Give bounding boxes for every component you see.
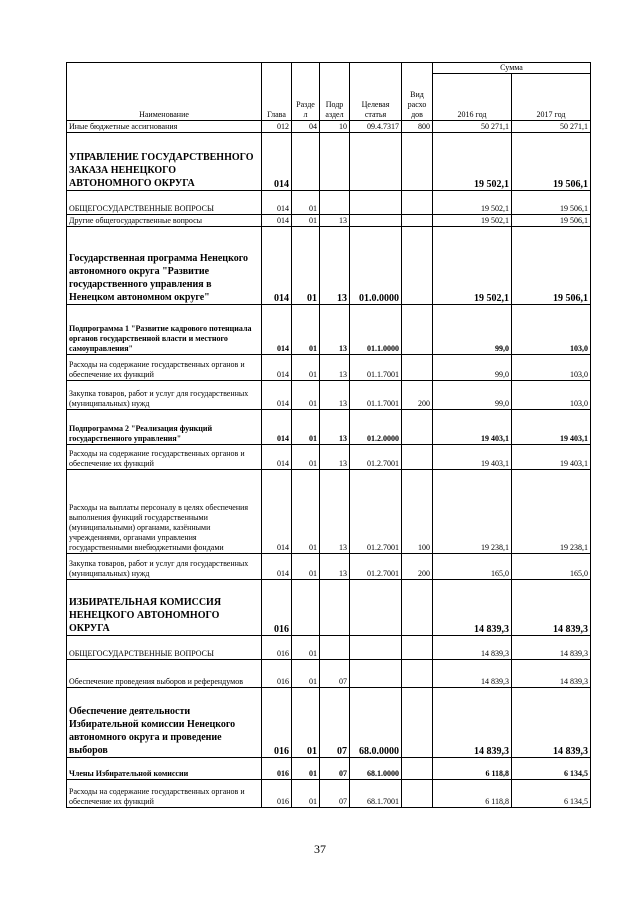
cell-name: Закупка товаров, работ и услуг для государственных (муниципальных) нужд xyxy=(67,381,262,410)
cell-razdel: 01 xyxy=(292,305,320,355)
cell-celevaya: 01.1.7001 xyxy=(350,381,402,410)
cell-podrazdel: 07 xyxy=(320,780,350,808)
cell-podrazdel xyxy=(320,580,350,636)
cell-celevaya xyxy=(350,580,402,636)
cell-y2016: 99,0 xyxy=(433,355,512,381)
cell-name: Расходы на выплаты персоналу в целях обеспечения выполнения функций государственными (муниципальными) органами, казёнными учреждениями, органами управления государственными внебюджетными фондами xyxy=(67,470,262,554)
table-row xyxy=(67,688,591,758)
page-number: 37 xyxy=(314,842,326,856)
cell-y2016: 6 118,8 xyxy=(433,780,512,808)
cell-razdel: 01 xyxy=(292,554,320,580)
cell-razdel: 01 xyxy=(292,660,320,688)
cell-y2016: 6 118,8 xyxy=(433,758,512,780)
cell-razdel: 04 xyxy=(292,121,320,133)
cell-razdel xyxy=(292,133,320,191)
cell-glava: 014 xyxy=(262,355,292,381)
table-row xyxy=(67,554,591,580)
cell-celevaya xyxy=(350,191,402,215)
cell-vid xyxy=(402,215,433,227)
cell-y2016: 14 839,3 xyxy=(433,580,512,636)
header-celevaya: Целевая статья xyxy=(350,63,402,121)
cell-razdel: 01 xyxy=(292,410,320,445)
cell-y2016: 99,0 xyxy=(433,305,512,355)
cell-vid xyxy=(402,636,433,660)
cell-glava: 016 xyxy=(262,688,292,758)
cell-celevaya: 01.2.7001 xyxy=(350,445,402,470)
cell-name: Подпрограмма 2 "Реализация функций государственного управления" xyxy=(67,410,262,445)
cell-podrazdel xyxy=(320,133,350,191)
cell-glava: 014 xyxy=(262,445,292,470)
cell-celevaya xyxy=(350,215,402,227)
table-row xyxy=(67,381,591,410)
cell-razdel: 01 xyxy=(292,191,320,215)
table-row xyxy=(67,780,591,808)
cell-glava: 016 xyxy=(262,660,292,688)
cell-y2017: 19 506,1 xyxy=(512,133,591,191)
cell-y2016: 19 502,1 xyxy=(433,227,512,305)
cell-y2016: 19 502,1 xyxy=(433,191,512,215)
cell-vid xyxy=(402,445,433,470)
cell-y2016: 99,0 xyxy=(433,381,512,410)
header-vid: Вид расхо дов xyxy=(402,63,433,121)
header-2016: 2016 год xyxy=(433,74,512,121)
cell-celevaya: 68.1.0000 xyxy=(350,758,402,780)
cell-vid xyxy=(402,227,433,305)
cell-name: Государственная программа Ненецкого автономного округа "Развитие государственного управления в Ненецком автономном округе" xyxy=(67,227,262,305)
cell-y2017: 6 134,5 xyxy=(512,780,591,808)
cell-glava: 016 xyxy=(262,636,292,660)
table-row xyxy=(67,660,591,688)
cell-razdel: 01 xyxy=(292,780,320,808)
cell-name: ОБЩЕГОСУДАРСТВЕННЫЕ ВОПРОСЫ xyxy=(67,191,262,215)
cell-vid xyxy=(402,355,433,381)
cell-razdel: 01 xyxy=(292,381,320,410)
cell-vid xyxy=(402,758,433,780)
cell-vid xyxy=(402,780,433,808)
cell-y2017: 19 506,1 xyxy=(512,227,591,305)
cell-celevaya: 01.1.0000 xyxy=(350,305,402,355)
cell-razdel: 01 xyxy=(292,227,320,305)
cell-y2016: 165,0 xyxy=(433,554,512,580)
cell-y2017: 103,0 xyxy=(512,305,591,355)
cell-y2017: 14 839,3 xyxy=(512,580,591,636)
cell-vid xyxy=(402,191,433,215)
cell-podrazdel: 13 xyxy=(320,410,350,445)
table-row xyxy=(67,355,591,381)
cell-podrazdel: 07 xyxy=(320,758,350,780)
cell-vid: 800 xyxy=(402,121,433,133)
cell-y2017: 165,0 xyxy=(512,554,591,580)
cell-y2016: 19 403,1 xyxy=(433,445,512,470)
cell-glava: 014 xyxy=(262,227,292,305)
header-sum: Сумма xyxy=(433,63,591,74)
cell-y2017: 103,0 xyxy=(512,381,591,410)
cell-y2016: 19 502,1 xyxy=(433,215,512,227)
cell-y2016: 19 403,1 xyxy=(433,410,512,445)
header-glava: Глава xyxy=(262,63,292,121)
cell-name: Обеспечение проведения выборов и референдумов xyxy=(67,660,262,688)
cell-celevaya: 01.2.7001 xyxy=(350,470,402,554)
table-row xyxy=(67,305,591,355)
table-row xyxy=(67,580,591,636)
cell-glava: 014 xyxy=(262,470,292,554)
cell-razdel xyxy=(292,580,320,636)
cell-vid xyxy=(402,305,433,355)
table-body xyxy=(67,121,591,808)
cell-razdel: 01 xyxy=(292,688,320,758)
cell-y2017: 19 403,1 xyxy=(512,445,591,470)
cell-razdel: 01 xyxy=(292,445,320,470)
cell-podrazdel: 13 xyxy=(320,470,350,554)
table-row xyxy=(67,758,591,780)
cell-podrazdel: 13 xyxy=(320,305,350,355)
cell-celevaya: 01.1.7001 xyxy=(350,355,402,381)
cell-y2016: 14 839,3 xyxy=(433,660,512,688)
cell-glava: 014 xyxy=(262,381,292,410)
cell-y2017: 14 839,3 xyxy=(512,688,591,758)
header-razdel: Разде л xyxy=(292,63,320,121)
cell-y2016: 14 839,3 xyxy=(433,636,512,660)
cell-glava: 014 xyxy=(262,554,292,580)
cell-vid xyxy=(402,133,433,191)
budget-table xyxy=(66,62,591,808)
cell-celevaya: 01.0.0000 xyxy=(350,227,402,305)
cell-celevaya: 01.2.7001 xyxy=(350,554,402,580)
cell-celevaya xyxy=(350,133,402,191)
cell-name: Обеспечение деятельности Избирательной комиссии Ненецкого автономного округа и проведение выборов xyxy=(67,688,262,758)
cell-glava: 014 xyxy=(262,215,292,227)
cell-vid: 200 xyxy=(402,381,433,410)
cell-podrazdel: 13 xyxy=(320,445,350,470)
cell-celevaya: 01.2.0000 xyxy=(350,410,402,445)
cell-y2017: 14 839,3 xyxy=(512,660,591,688)
table-row xyxy=(67,445,591,470)
cell-y2017: 19 403,1 xyxy=(512,410,591,445)
cell-glava: 016 xyxy=(262,780,292,808)
cell-name: УПРАВЛЕНИЕ ГОСУДАРСТВЕННОГО ЗАКАЗА НЕНЕЦКОГО АВТОНОМНОГО ОКРУГА xyxy=(67,133,262,191)
cell-podrazdel: 07 xyxy=(320,660,350,688)
cell-podrazdel: 13 xyxy=(320,355,350,381)
cell-podrazdel: 13 xyxy=(320,215,350,227)
cell-glava: 014 xyxy=(262,410,292,445)
cell-podrazdel: 13 xyxy=(320,381,350,410)
table-row xyxy=(67,227,591,305)
cell-name: Подпрограмма 1 "Развитие кадрового потенциала органов государственной власти и местного самоуправления" xyxy=(67,305,262,355)
cell-name: Другие общегосударственные вопросы xyxy=(67,215,262,227)
header-name: Наименование xyxy=(67,63,262,121)
cell-name: Расходы на содержание государственных органов и обеспечение их функций xyxy=(67,355,262,381)
cell-name: Расходы на содержание государственных органов и обеспечение их функций xyxy=(67,780,262,808)
cell-glava: 014 xyxy=(262,305,292,355)
cell-glava: 014 xyxy=(262,191,292,215)
table-row xyxy=(67,215,591,227)
cell-y2016: 19 238,1 xyxy=(433,470,512,554)
cell-podrazdel xyxy=(320,636,350,660)
cell-podrazdel: 10 xyxy=(320,121,350,133)
cell-name: Расходы на содержание государственных органов и обеспечение их функций xyxy=(67,445,262,470)
cell-celevaya: 68.1.7001 xyxy=(350,780,402,808)
cell-y2016: 14 839,3 xyxy=(433,688,512,758)
cell-razdel: 01 xyxy=(292,215,320,227)
cell-razdel: 01 xyxy=(292,470,320,554)
cell-glava: 016 xyxy=(262,580,292,636)
cell-podrazdel: 13 xyxy=(320,554,350,580)
cell-glava: 012 xyxy=(262,121,292,133)
cell-y2017: 50 271,1 xyxy=(512,121,591,133)
cell-podrazdel: 13 xyxy=(320,227,350,305)
cell-y2016: 50 271,1 xyxy=(433,121,512,133)
cell-razdel: 01 xyxy=(292,636,320,660)
cell-vid xyxy=(402,410,433,445)
table-row xyxy=(67,121,591,133)
cell-celevaya xyxy=(350,660,402,688)
cell-razdel: 01 xyxy=(292,758,320,780)
table-row xyxy=(67,191,591,215)
cell-podrazdel xyxy=(320,191,350,215)
cell-y2017: 6 134,5 xyxy=(512,758,591,780)
cell-vid: 100 xyxy=(402,470,433,554)
cell-y2017: 14 839,3 xyxy=(512,636,591,660)
cell-celevaya: 68.0.0000 xyxy=(350,688,402,758)
cell-vid xyxy=(402,660,433,688)
cell-y2016: 19 502,1 xyxy=(433,133,512,191)
table-row xyxy=(67,470,591,554)
cell-celevaya xyxy=(350,636,402,660)
cell-vid: 200 xyxy=(402,554,433,580)
header-podrazdel: Подр аздел xyxy=(320,63,350,121)
cell-name: Члены Избирательной комиссии xyxy=(67,758,262,780)
table-row xyxy=(67,133,591,191)
cell-glava: 016 xyxy=(262,758,292,780)
cell-razdel: 01 xyxy=(292,355,320,381)
cell-vid xyxy=(402,580,433,636)
cell-vid xyxy=(402,688,433,758)
table-row xyxy=(67,410,591,445)
cell-y2017: 19 506,1 xyxy=(512,191,591,215)
cell-y2017: 103,0 xyxy=(512,355,591,381)
cell-celevaya: 09.4.7317 xyxy=(350,121,402,133)
cell-name: ИЗБИРАТЕЛЬНАЯ КОМИССИЯ НЕНЕЦКОГО АВТОНОМНОГО ОКРУГА xyxy=(67,580,262,636)
cell-glava: 014 xyxy=(262,133,292,191)
cell-y2017: 19 506,1 xyxy=(512,215,591,227)
header-2017: 2017 год xyxy=(512,74,591,121)
table-row xyxy=(67,636,591,660)
cell-name: ОБЩЕГОСУДАРСТВЕННЫЕ ВОПРОСЫ xyxy=(67,636,262,660)
cell-name: Закупка товаров, работ и услуг для государственных (муниципальных) нужд xyxy=(67,554,262,580)
cell-y2017: 19 238,1 xyxy=(512,470,591,554)
cell-name: Иные бюджетные ассигнования xyxy=(67,121,262,133)
cell-podrazdel: 07 xyxy=(320,688,350,758)
